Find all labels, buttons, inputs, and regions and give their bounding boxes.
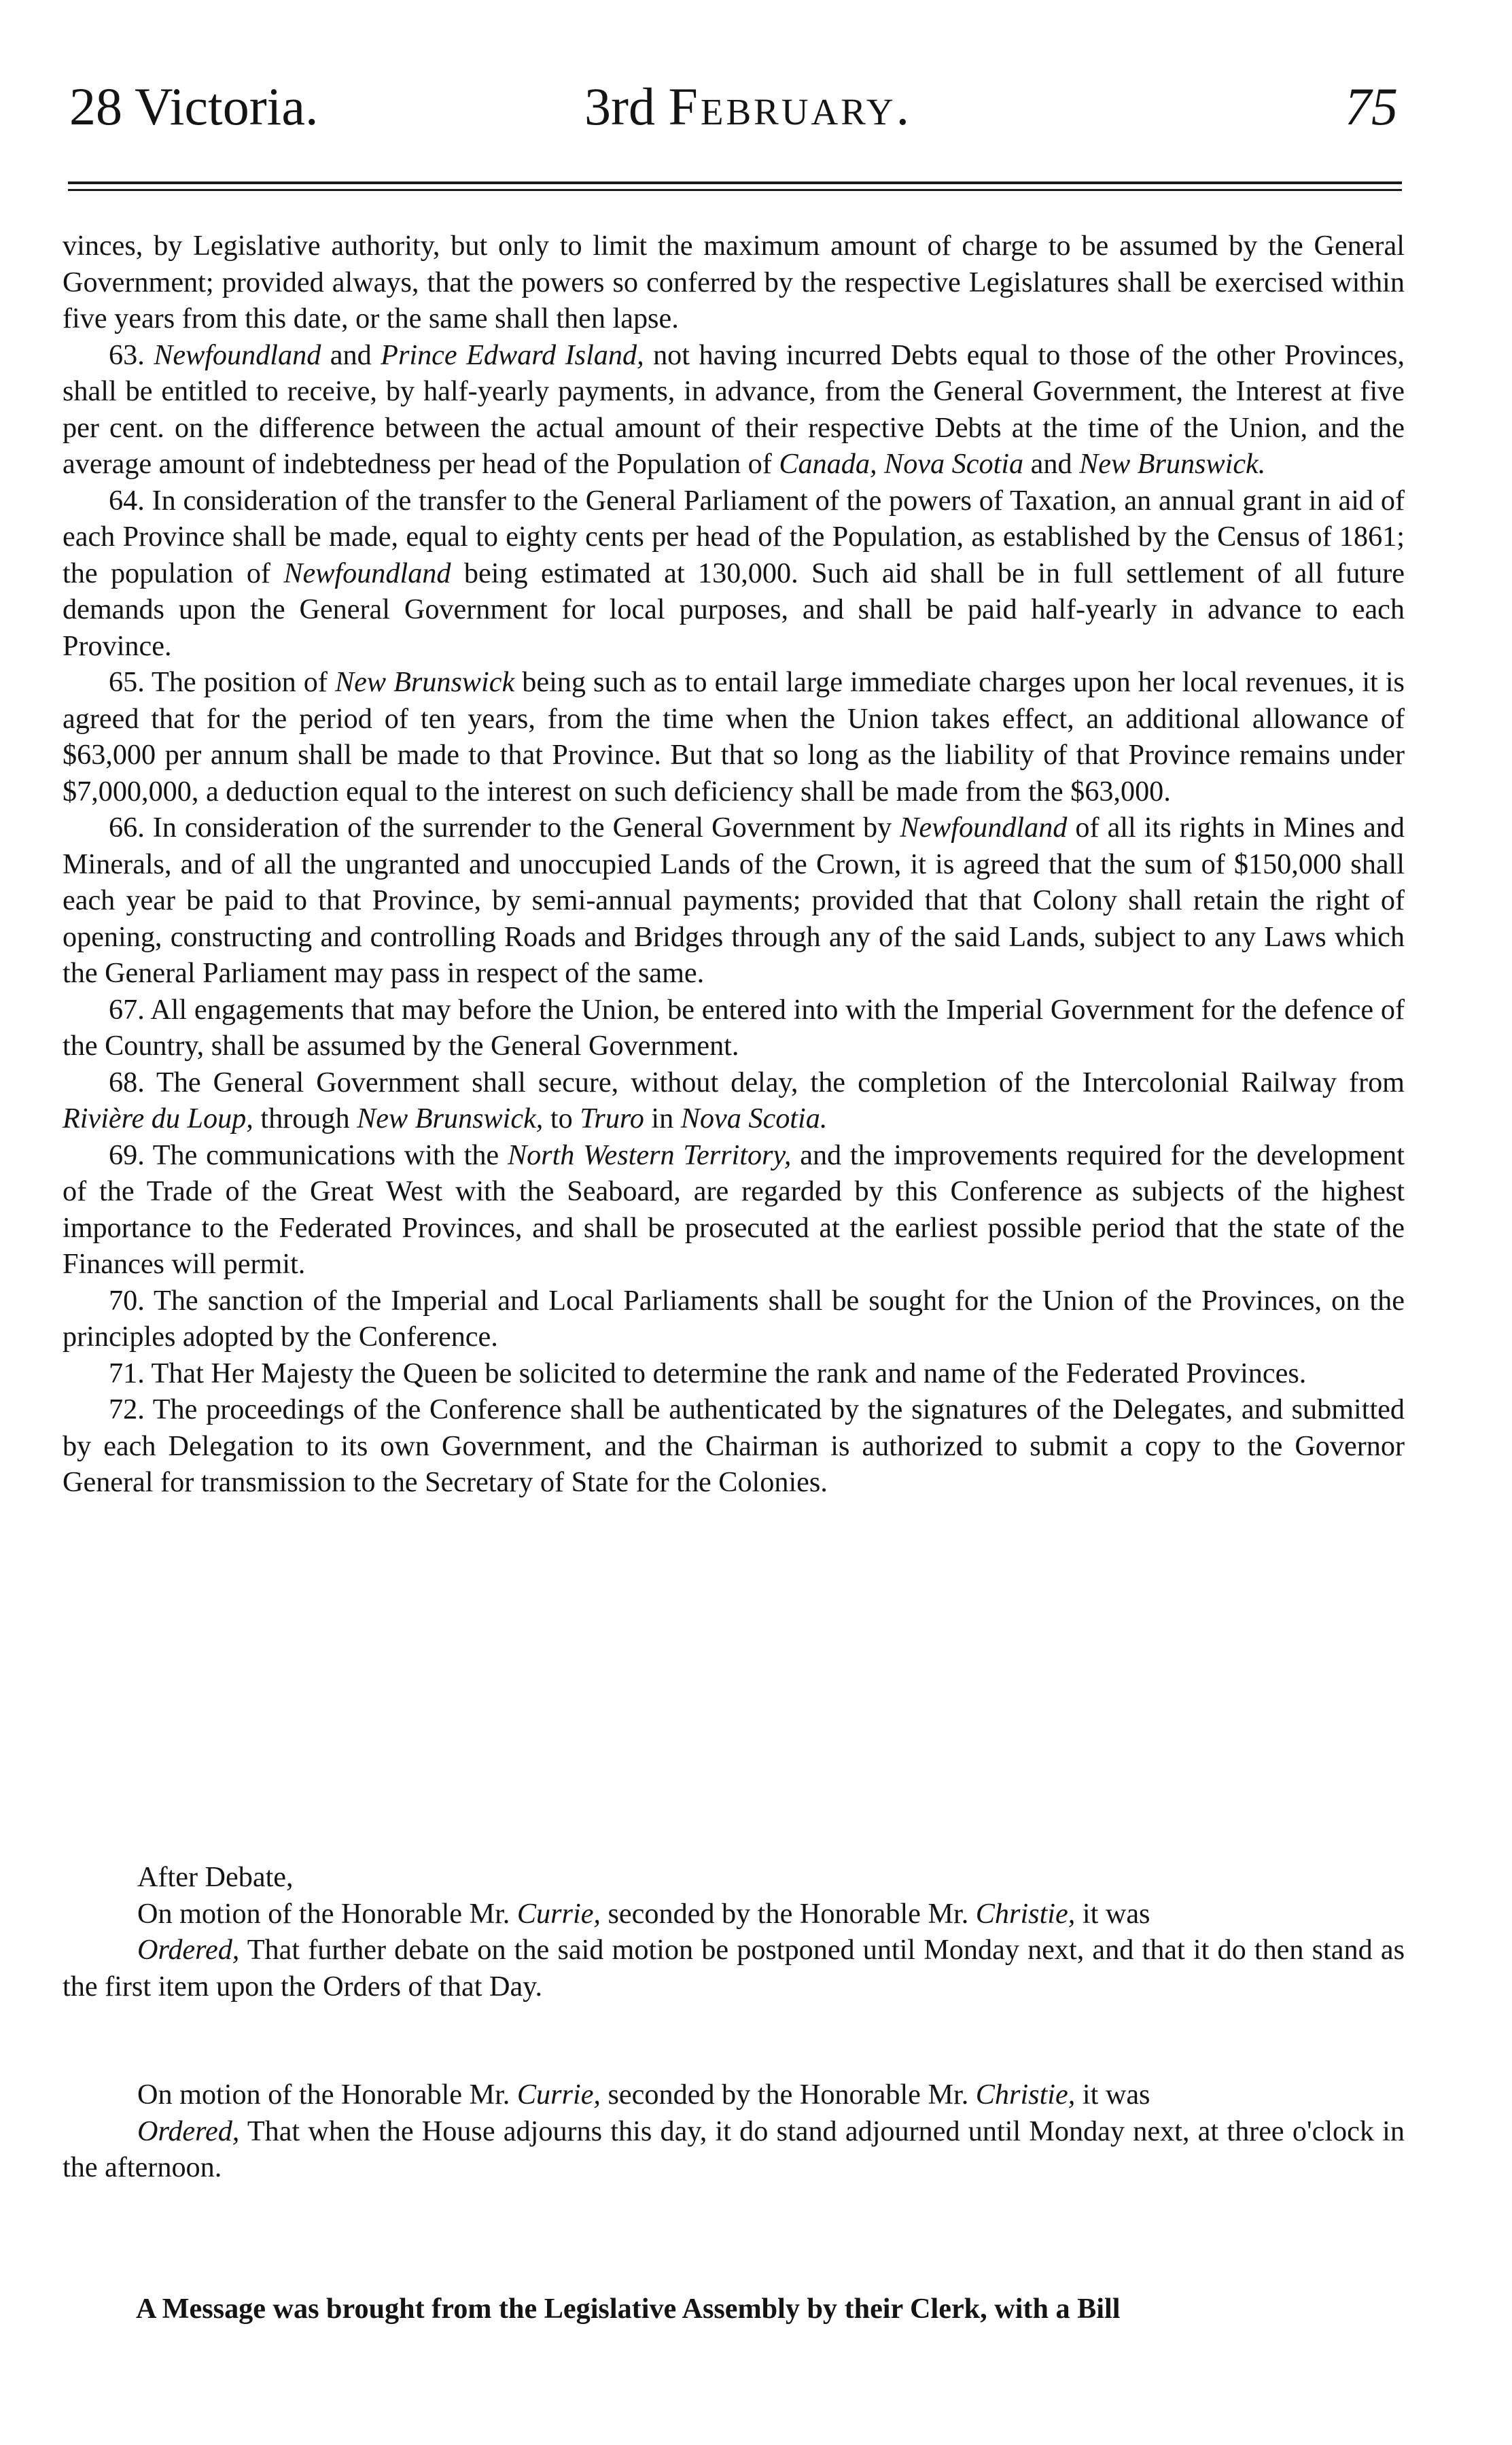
resolution-69-text-2: and the improvements required for the development of the Trade of the Great West with the Seaboard, are regarded by this Conference as subjects of the highest importance to the Federated Provinces, and shall be prosecuted at the earliest possible period that the state of the Finances will permit. (63, 1139, 1405, 1280)
resolution-65-text-1: 65. The position of (109, 666, 335, 698)
motion-1 (63, 1896, 1405, 1932)
resolution-63-place-1: Newfoundland (154, 339, 321, 371)
order-2-label: Ordered, (137, 2115, 240, 2147)
motion-2-mover: Currie, (516, 2079, 601, 2111)
header-rule-bottom (68, 189, 1402, 191)
proceedings-3 (63, 2291, 1405, 2327)
order-1-text: That further debate on the said motion be postponed until Monday next, and that it do then stand as the first item upon the Orders of that Day. (63, 1934, 1405, 2002)
header-rule-top (68, 181, 1402, 184)
resolution-69-text-1: 69. The communications with the (109, 1139, 508, 1171)
resolution-63-place-2: Prince Edward Island, (381, 339, 644, 371)
header-date (584, 77, 913, 136)
resolution-65 (63, 664, 1405, 810)
motion-2-text-3: it was (1075, 2079, 1150, 2111)
resolution-64-text-2: being estimated at 130,000. Such aid shall be in full settlement of all future demands upon the General Government for local purposes, and shall be paid half-yearly in advance to each Province. (63, 557, 1405, 662)
after-debate: After Debate, (137, 1861, 294, 1893)
resolution-72: 72. The proceedings of the Conference shall be authenticated by the signatures of the Delegates, and submitted by each Delegation to its own Government, and the Chairman is authorized to submit a copy to the Governor General for transmission to the Secretary of State for the Colonies. (63, 1393, 1405, 1498)
resolution-70: 70. The sanction of the Imperial and Local Parliaments shall be sought for the Union of the Provinces, on the principles adopted by the Conference. (63, 1284, 1405, 1353)
header-date-month: February. (668, 77, 913, 136)
motion-1-text-1: On motion of the Honorable Mr. (137, 1897, 517, 1930)
resolution-69-place: North Western Territory, (507, 1139, 792, 1171)
proceedings (63, 1859, 1405, 2005)
resolution-71: 71. That Her Majesty the Queen be solicited to determine the rank and name of the Federated Provinces. (109, 1357, 1307, 1389)
header-regnal-year: 28 Victoria. (69, 77, 319, 136)
order-1-label: Ordered, (137, 1934, 240, 1966)
resolution-63-number: 63. (109, 339, 154, 371)
resolution-64-text-1: 64. In consideration of the transfer to the General Parliament of the powers of Taxation, an annual grant in aid of each Province shall be made, equal to eighty cents per head of the Population, as established by the Census of 1861; the population of (63, 484, 1405, 589)
motion-2-seconder: Christie, (975, 2079, 1076, 2111)
resolution-63-place-3: Canada, Nova Scotia (779, 448, 1024, 480)
assembly-message: A Message was brought from the Legislative Assembly by their Clerk, with a Bill (136, 2293, 1121, 2325)
resolution-66-place: Newfoundland (900, 812, 1068, 844)
resolution-68-place-1: Rivière du Loup, (63, 1103, 253, 1134)
resolution-67: 67. All engagements that may before the Union, be entered into with the Imperial Government for the defence of the Country, shall be assumed by the General Government. (63, 993, 1405, 1062)
order-1 (63, 1932, 1405, 2005)
motion-1-mover: Currie, (516, 1897, 601, 1930)
resolution-63-text-2: not having incurred Debts equal to those of the other Provinces, shall be entitled to receive, by half-yearly payments, in advance, from the General Government, the Interest at five per cent. on the difference between the actual amount of their respective Debts at the time of the Union, and the average amount of indebtedness per head of the Population of (63, 339, 1405, 480)
motion-1-seconder: Christie, (975, 1897, 1076, 1930)
resolution-66 (63, 810, 1405, 992)
resolution-68-text-1: 68. The General Government shall secure, without delay, the completion of the Intercolonial Railway from (109, 1066, 1405, 1098)
resolution-64-place: Newfoundland (283, 557, 451, 589)
resolution-65-text-2: being such as to entail large immediate charges upon her local revenues, it is agreed that for the period of ten years, from the time when the Union takes effect, an additional allowance of $63,000 per annum shall be made to that Province. But that so long as the liability of that Province remains under $7,000,000, a deduction equal to the interest on such deficiency shall be made from the $63,000. (63, 666, 1405, 808)
motion-1-text-2: seconded by the Honorable Mr. (600, 1897, 976, 1930)
motion-2-text-2: seconded by the Honorable Mr. (600, 2079, 976, 2111)
resolution-63-text-3: and (1023, 448, 1080, 480)
resolution-66-text-2: of all its rights in Mines and Minerals, and of all the ungranted and unoccupied Lands of the Crown, it is agreed that the sum of $150,000 shall each year be paid to that Province, by semi-annual payments; provided that that Colony shall retain the right of opening, constructing and controlling Roads and Bridges through any of the said Lands, subject to any Laws which the General Parliament may pass in respect of the same. (63, 812, 1405, 989)
motion-2 (63, 2077, 1405, 2113)
resolution-68-text-4: in (644, 1103, 681, 1134)
motion-1-text-3: it was (1075, 1897, 1150, 1930)
resolution-63-place-4: New Brunswick. (1079, 448, 1266, 480)
motion-2-text-1: On motion of the Honorable Mr. (137, 2079, 517, 2111)
resolution-68-text-3: to (543, 1103, 580, 1134)
resolutions-text (63, 228, 1405, 1501)
resolution-68-place-2: New Brunswick, (357, 1103, 544, 1134)
running-header (69, 77, 1398, 162)
resolution-62-continuation: vinces, by Legislative authority, but only to limit the maximum amount of charge to be assumed by the General Government; provided always, that the powers so conferred by the respective Legislatures shall be exercised within five years from this date, or the same shall then lapse. (63, 230, 1405, 334)
page-number: 75 (1345, 77, 1398, 136)
resolution-68-place-3: Truro (580, 1103, 644, 1134)
header-date-day: 3rd (584, 77, 669, 136)
resolution-69 (63, 1137, 1405, 1283)
proceedings-2 (63, 2077, 1405, 2186)
order-2 (63, 2113, 1405, 2186)
resolution-65-place: New Brunswick (334, 666, 515, 698)
resolution-68-text-2: through (253, 1103, 357, 1134)
resolution-68-place-4: Nova Scotia. (680, 1103, 828, 1134)
resolution-63-text-1: and (321, 339, 381, 371)
order-2-text: That when the House adjourns this day, it do stand adjourned until Monday next, at three o'clock in the afternoon. (63, 2115, 1405, 2183)
resolution-66-text-1: 66. In consideration of the surrender to the General Government by (109, 812, 900, 844)
resolution-63 (63, 337, 1405, 483)
resolution-64 (63, 483, 1405, 665)
resolution-68 (63, 1064, 1405, 1137)
